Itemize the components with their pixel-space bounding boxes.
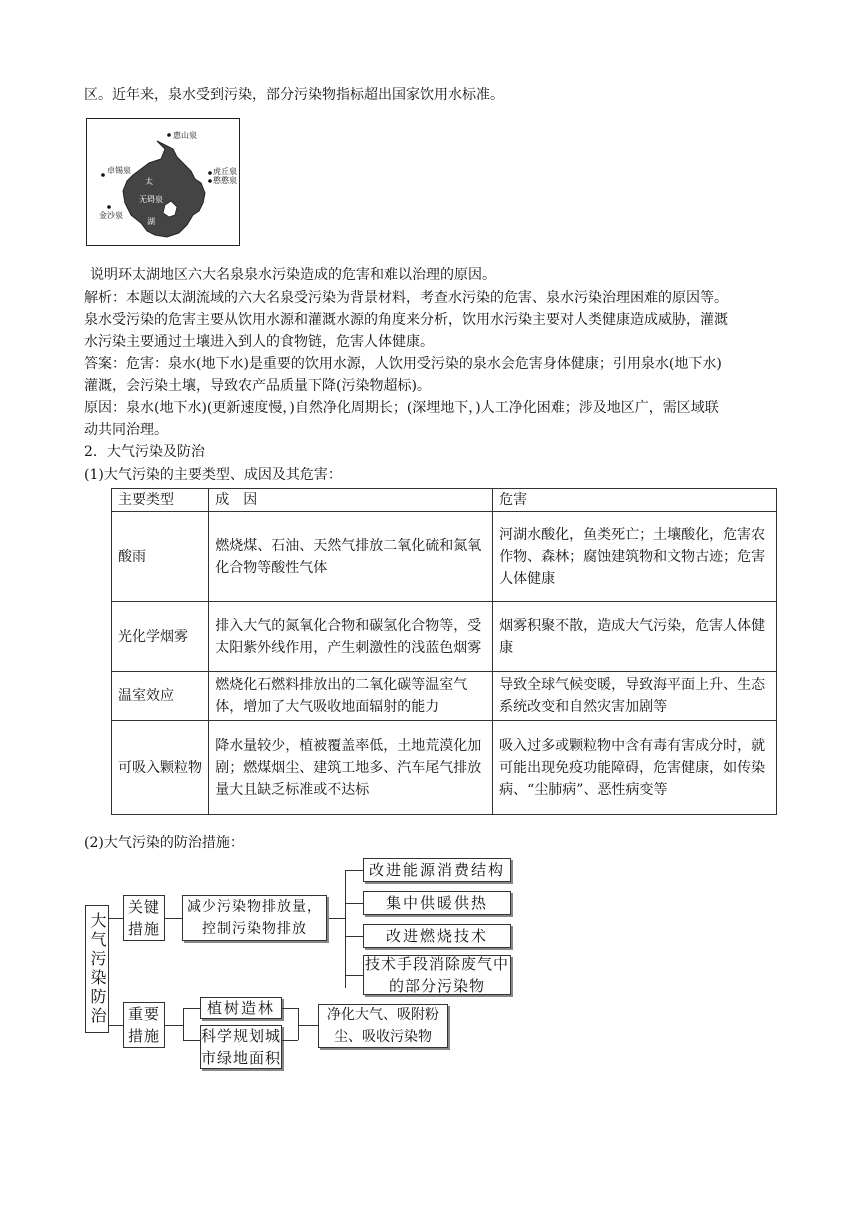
spring-dot — [208, 179, 212, 183]
key-action-box: 减少污染物排放量，控制污染物排放 — [182, 895, 327, 941]
label-wuai: 无碍泉 — [139, 195, 163, 204]
imp-item-1: 植树造林 — [200, 997, 282, 1019]
header-harm: 危害 — [493, 489, 777, 512]
important-measures-box: 重要措施 — [123, 1002, 165, 1048]
cell-harm: 吸入过多或颗粒物中含有毒有害成分时，就可能出现免疫功能障碍，危害健康，如传染病、“尘肺病”、恶性病变等 — [493, 721, 777, 815]
cell-type: 温室效应 — [112, 672, 209, 721]
spring-dot — [101, 173, 105, 177]
table-row — [112, 721, 777, 815]
spring-dot — [167, 133, 171, 137]
cell-harm: 河湖水酸化，鱼类死亡；土壤酸化，危害农作物、森林；腐蚀建筑物和文物古迹；危害人体健康 — [493, 512, 777, 602]
answer-line-2: 灌溉，会污染土壤，导致农产品质量下降(污染物超标)。 — [84, 378, 431, 394]
sub2-heading: (2)大气污染的防治措施： — [84, 835, 244, 851]
cell-cause: 降水量较少，植被覆盖率低，土地荒漠化加剧；燃煤烟尘、建筑工地多、汽车尾气排放量大且缺乏标准或不达标 — [209, 721, 493, 815]
cell-harm: 导致全球气候变暖，导致海平面上升、生态系统改变和自然灾害加剧等 — [493, 672, 777, 721]
key-measures-box: 关键措施 — [123, 895, 165, 941]
cell-harm: 烟雾积聚不散，造成大气污染，危害人体健康 — [493, 602, 777, 672]
imp-item-2: 科学规划城市绿地面积 — [201, 1027, 282, 1067]
key-item-3: 改进燃烧技术 — [363, 924, 511, 948]
answer-line-4: 动共同治理。 — [84, 422, 168, 438]
table-row — [112, 672, 777, 721]
label-jinsha: 金沙泉 — [99, 211, 123, 220]
key-item-2: 集中供暖供热 — [363, 891, 511, 915]
table-header-row — [112, 489, 777, 512]
cell-cause: 燃烧煤、石油、天然气排放二氧化硫和氮氧化合物等酸性气体 — [209, 512, 493, 602]
key-item-1: 改进能源消费结构 — [363, 858, 511, 882]
cell-type: 光化学烟雾 — [112, 602, 209, 672]
analysis-line-1: 解析：本题以太湖流域的六大名泉受污染为背景材料，考查水污染的危害、泉水污染治理困难的原因等。 — [84, 290, 728, 306]
label-huqiu: 虎丘泉 — [213, 167, 237, 176]
header-type: 主要类型 — [112, 489, 209, 512]
key-item-4: 技术手段消除废气中的部分污染物 — [364, 955, 509, 995]
label-zhuoxi: 卓锡泉 — [107, 166, 131, 175]
answer-line-1: 答案：危害：泉水(地下水)是重要的饮用水源，人饮用受污染的泉水会危害身体健康；引用泉水(地下水) — [84, 356, 722, 372]
analysis-line-2: 泉水受污染的危害主要从饮用水源和灌溉水源的角度来分析，饮用水污染主要对人类健康造成威胁，灌溉 — [84, 312, 728, 328]
label-hanhan: 憨憨泉 — [213, 176, 237, 185]
label-hu: 湖 — [147, 217, 155, 226]
question-text: 说明环太湖地区六大名泉泉水污染造成的危害和难以治理的原因。 — [90, 267, 496, 283]
root-box: 大气污染防治 — [85, 905, 109, 1033]
table-row — [112, 602, 777, 672]
section-heading: 2．大气污染及防治 — [84, 444, 205, 460]
analysis-line-3: 水污染主要通过土壤进入到人的食物链，危害人体健康。 — [84, 334, 434, 350]
intro-line: 区。近年来，泉水受到污染，部分污染物指标超出国家饮用水标准。 — [84, 87, 504, 103]
header-cause: 成 因 — [209, 489, 493, 512]
label-tai: 太 — [145, 177, 153, 186]
cell-cause: 燃烧化石燃料排放出的二氧化碳等温室气体，增加了大气吸收地面辐射的能力 — [209, 672, 493, 721]
pollution-table — [111, 488, 777, 815]
taihu-map — [86, 118, 240, 246]
answer-line-3: 原因：泉水(地下水)(更新速度慢，)自然净化周期长；(深埋地下，)人工净化困难；涉及地区广，需区域联 — [84, 400, 719, 416]
table-row — [112, 512, 777, 602]
cell-cause: 排入大气的氮氧化合物和碳氢化合物等，受太阳紫外线作用，产生刺激性的浅蓝色烟雾 — [209, 602, 493, 672]
cell-type: 酸雨 — [112, 512, 209, 602]
spring-dot — [208, 171, 212, 175]
imp-result-box: 净化大气、吸附粉尘、吸收污染物 — [318, 1004, 448, 1048]
spring-dot — [107, 205, 111, 209]
sub1-heading: (1)大气污染的主要类型、成因及其危害： — [84, 467, 342, 483]
label-huishan: 惠山泉 — [173, 131, 197, 140]
cell-type: 可吸入颗粒物 — [112, 721, 209, 815]
